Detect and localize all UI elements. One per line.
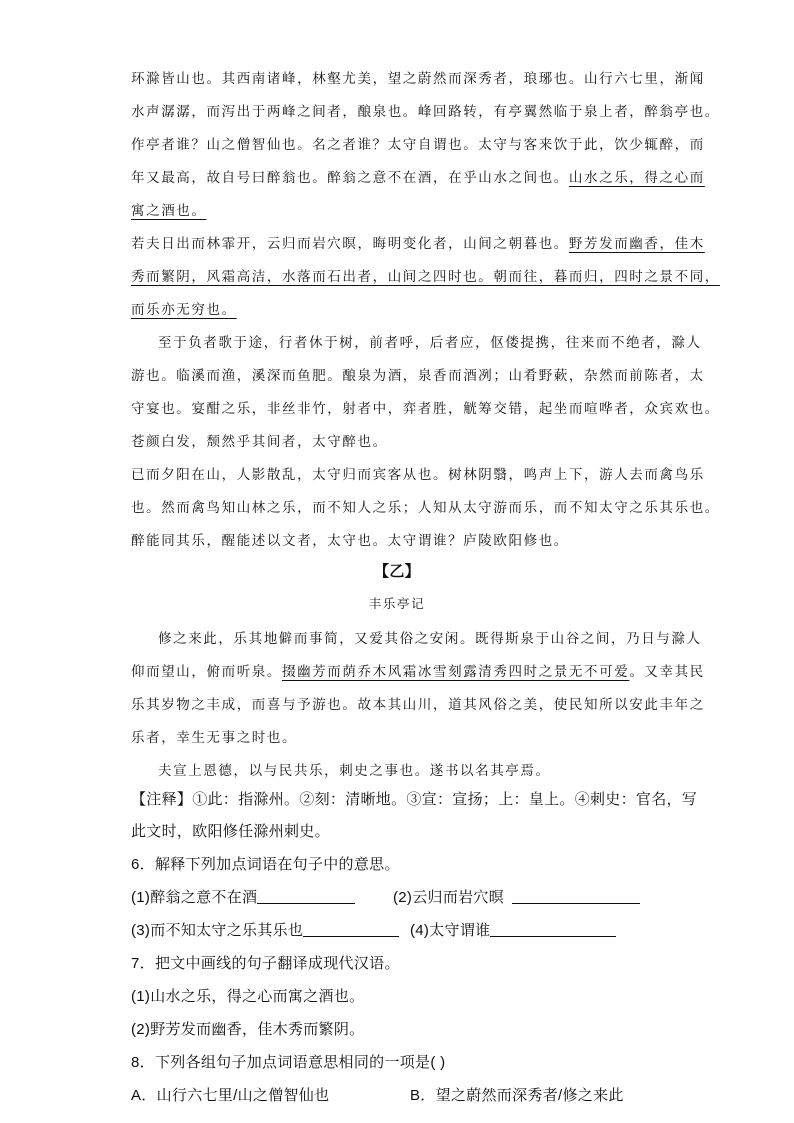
- jia-p4-line-1: 已而夕阳在山，人影散乱，太守归而宾客从也。树林阴翳，鸣声上下，游人去而禽鸟乐: [131, 467, 705, 483]
- jia-p2-line-3: [131, 298, 237, 318]
- jia-p3-line-3: 守宴也。宴酣之乐，非丝非竹，射者中，弈者胜，觥筹交错，起坐而喧哗者，众宾欢也。: [131, 401, 720, 417]
- jia-p4-line-3: 醉能同其乐，醒能述以文者，太守也。太守谓谁？庐陵欧阳修也。: [131, 533, 569, 549]
- jia-p2-text: 若夫日出而林霏开，云归而岩穴暝，晦明变化者，山间之朝暮也。: [131, 236, 569, 252]
- jia-p2-line-2: [131, 265, 720, 285]
- section-label-yi: 【乙】: [374, 563, 420, 580]
- answer-blank-6-3[interactable]: [303, 922, 399, 937]
- yi-p1-line-3: 乐其岁物之丰成，而喜与予游也。故本其山川，道其风俗之美，使民知所以安此丰年之: [131, 697, 705, 713]
- underlined-sentence-2c: 而乐亦无穷也。: [131, 302, 237, 318]
- question-7-stem: 7．把文中画线的句子翻译成现代汉语。: [131, 955, 400, 972]
- question-6-stem: 6．解释下列加点词语在句子中的意思。: [131, 856, 400, 873]
- jia-p3-line-1: 至于负者歌于途，行者休于树，前者呼，后者应，伛偻提携，往来而不绝者，滁人: [158, 335, 702, 351]
- question-6-item-3: [131, 919, 399, 940]
- yi-p1-line-4: 乐者，幸生无事之时也。: [131, 730, 298, 746]
- jia-p4-line-2: 也。然而禽鸟知山林之乐，而不知人之乐；人知从太守游而乐，而不知太守之乐其乐也。: [131, 500, 720, 516]
- jia-p1-line-4: [131, 166, 705, 186]
- yi-p1-line-1: 修之来此，乐其地僻而事简，又爱其俗之安闲。既得斯泉于山谷之间，乃日与滁人: [158, 631, 702, 647]
- answer-blank-6-1[interactable]: [257, 889, 355, 904]
- yi-p1-line-2: [131, 660, 705, 680]
- question-6-item-2: [393, 886, 640, 907]
- jia-p1-line-5: [131, 199, 207, 219]
- q6-item-2-text: (2)云归而岩穴暝: [393, 889, 505, 906]
- question-8-option-a[interactable]: A．山行六七里/山之僧智仙也: [131, 1087, 330, 1104]
- jia-p1-line-2: 水声潺潺，而泻出于两峰之间者，酿泉也。峰回路转，有亭翼然临于泉上者，醉翁亭也。: [131, 104, 720, 120]
- question-6-item-1: [131, 886, 355, 907]
- notes-line-2: 此文时，欧阳修任滁州刺史。: [131, 823, 330, 840]
- question-8-option-b[interactable]: B．望之蔚然而深秀者/修之来此: [410, 1087, 624, 1104]
- question-7-item-1: (1)山水之乐，得之心而寓之酒也。: [131, 988, 365, 1005]
- q6-item-1-text: (1)醉翁之意不在酒: [131, 889, 258, 906]
- underlined-sentence-2b: 秀而繁阴，风霜高洁，水落而石出者，山间之四时也。朝而往，暮而归，四时之景不同，: [131, 269, 720, 285]
- yi-title: 丰乐亭记: [368, 596, 426, 611]
- jia-p3-line-2: 游也。临溪而渔，溪深而鱼肥。酿泉为酒，泉香而酒冽；山肴野蔌，杂然而前陈者，太: [131, 368, 705, 384]
- answer-blank-6-4[interactable]: [490, 922, 616, 937]
- notes-line-1: 【注释】①此：指滁州。②刻：清晰地。③宣：宣扬；上：皇上。④刺史：官名，写: [131, 791, 698, 808]
- underlined-sentence-2a: 野芳发而幽香，佳木: [568, 236, 705, 252]
- q6-item-3-text: (3)而不知太守之乐其乐也: [131, 922, 304, 939]
- underlined-sentence-1b: 寓之酒也。: [131, 203, 207, 219]
- question-6-item-4: [410, 919, 616, 940]
- jia-p1-text: 年又最高，故自号曰醉翁也。醉翁之意不在酒，在乎山水之间也。: [131, 170, 569, 186]
- jia-p3-line-4: 苍颜白发，颓然乎其间者，太守醉也。: [131, 434, 388, 450]
- answer-blank-6-2[interactable]: [512, 889, 640, 904]
- jia-p1-line-3: 作亭者谁？山之僧智仙也。名之者谁？太守自谓也。太守与客来饮于此，饮少辄醉，而: [131, 137, 705, 153]
- yi-p1-text-a: 仰而望山，俯而听泉。: [131, 664, 282, 680]
- jia-p2-line-1: [131, 232, 705, 252]
- question-8-stem: 8．下列各组句子加点词语意思相同的一项是( ): [131, 1054, 446, 1071]
- yi-p2-line-1: 夫宣上恩德，以与民共乐，刺史之事也。遂书以名其亭焉。: [158, 763, 551, 779]
- q6-item-4-text: (4)太守谓谁: [410, 922, 491, 939]
- question-7-item-2: (2)野芳发而幽香，佳木秀而繁阴。: [131, 1021, 365, 1038]
- yi-p1-text-b: 。又幸其民: [629, 664, 705, 680]
- underlined-sentence-3: 掇幽芳而荫乔木风霜冰雪刻露清秀四时之景无不可爱: [282, 664, 630, 680]
- underlined-sentence-1a: 山水之乐，得之心而: [568, 170, 705, 186]
- jia-p1-line-1: 环滁皆山也。其西南诸峰，林壑尤美，望之蔚然而深秀者，琅琊也。山行六七里，渐闻: [131, 71, 705, 87]
